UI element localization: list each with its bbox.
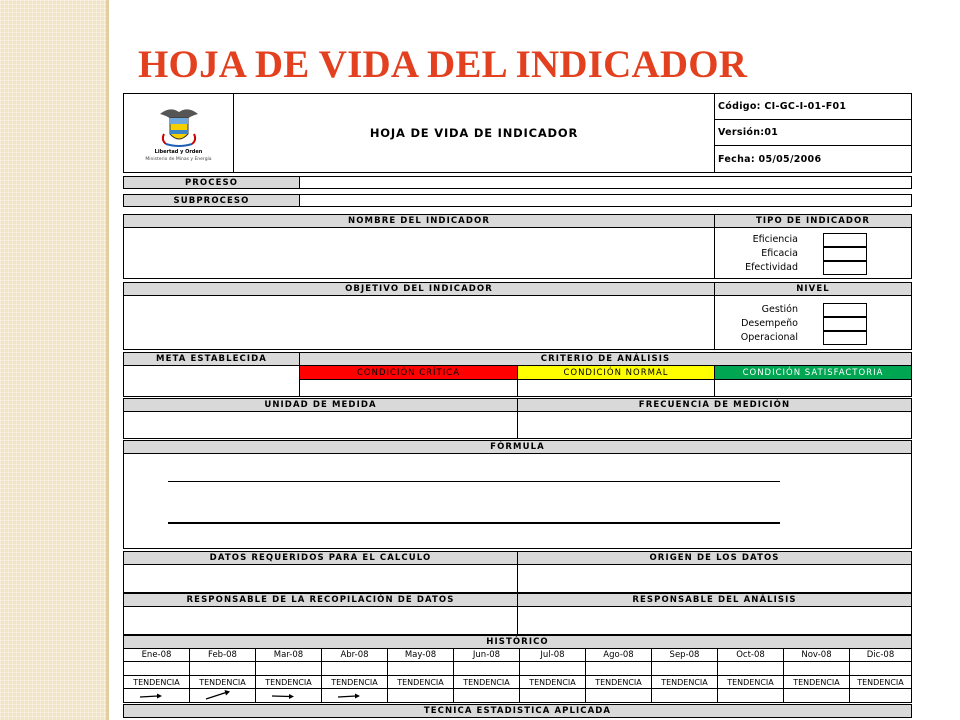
- trend-cell-jun[interactable]: [453, 688, 520, 703]
- trend-cell-may[interactable]: [387, 688, 454, 703]
- tipo-indicador-header: TIPO DE INDICADOR: [714, 214, 912, 228]
- month-nov: Nov-08: [783, 648, 850, 662]
- option-eficiencia-label: Eficiencia: [752, 234, 798, 245]
- option-efectividad-box[interactable]: [823, 261, 867, 275]
- form-title: HOJA DE VIDA DE INDICADOR: [233, 93, 715, 173]
- slide-title: HOJA DE VIDA DEL INDICADOR: [138, 43, 748, 86]
- unidad-value[interactable]: [123, 411, 518, 439]
- month-dec: Dic-08: [849, 648, 912, 662]
- tendencia-aug: TENDENCIA: [585, 675, 652, 689]
- logo-cell: [123, 93, 234, 173]
- option-gestion-box[interactable]: [823, 303, 867, 317]
- criterio-header: CRITERIO DE ANÁLISIS: [299, 352, 912, 366]
- month-apr: Abr-08: [321, 648, 388, 662]
- value-nov[interactable]: [783, 661, 850, 676]
- month-jul: Jul-08: [519, 648, 586, 662]
- proceso-value[interactable]: [299, 176, 912, 189]
- form-version: Versión:01: [714, 119, 912, 146]
- tendencia-mar: TENDENCIA: [255, 675, 322, 689]
- value-feb[interactable]: [189, 661, 256, 676]
- tendencia-feb: TENDENCIA: [189, 675, 256, 689]
- condicion-critica: CONDICIÓN CRÍTICA: [299, 365, 518, 380]
- option-gestion-label: Gestión: [761, 304, 798, 315]
- datos-requeridos-value[interactable]: [123, 564, 518, 593]
- condicion-satisfactoria: CONDICIÓN SATISFACTORIA: [714, 365, 912, 380]
- trend-cell-jul[interactable]: [519, 688, 586, 703]
- satisfactoria-value[interactable]: [714, 379, 912, 397]
- historico-header: HISTÓRICO: [123, 635, 912, 649]
- tecnica-estadistica-header: TECNICA ESTADISTICA APLICADA: [123, 704, 912, 718]
- formula-numerator-line: [168, 481, 780, 482]
- trend-cell-aug[interactable]: [585, 688, 652, 703]
- nivel-header: NIVEL: [714, 282, 912, 296]
- indicator-form: [123, 93, 912, 720]
- subproceso-label: SUBPROCESO: [123, 194, 300, 207]
- responsable-analisis-value[interactable]: [517, 606, 912, 635]
- condicion-normal: CONDICIÓN NORMAL: [517, 365, 715, 380]
- meta-header: META ESTABLECIDA: [123, 352, 300, 366]
- tendencia-oct: TENDENCIA: [717, 675, 784, 689]
- value-aug[interactable]: [585, 661, 652, 676]
- option-eficacia-label: Eficacia: [761, 248, 798, 259]
- form-date: Fecha: 05/05/2006: [714, 145, 912, 173]
- trend-arrow-icon: [271, 692, 295, 700]
- tendencia-nov: TENDENCIA: [783, 675, 850, 689]
- option-operacional-label: Operacional: [740, 332, 798, 343]
- logo-motto: Libertad y Orden: [154, 149, 203, 155]
- month-jun: Jun-08: [453, 648, 520, 662]
- formula-header: FÓRMULA: [123, 440, 912, 454]
- critica-value[interactable]: [299, 379, 518, 397]
- frecuencia-value[interactable]: [517, 411, 912, 439]
- tendencia-apr: TENDENCIA: [321, 675, 388, 689]
- decorative-band-edge: [106, 0, 109, 720]
- trend-arrow-icon: [139, 692, 163, 700]
- responsable-analisis-header: RESPONSABLE DEL ANÁLISIS: [517, 593, 912, 607]
- value-jan[interactable]: [123, 661, 190, 676]
- tendencia-jan: TENDENCIA: [123, 675, 190, 689]
- month-aug: Ago-08: [585, 648, 652, 662]
- value-dec[interactable]: [849, 661, 912, 676]
- month-jan: Ene-08: [123, 648, 190, 662]
- month-mar: Mar-08: [255, 648, 322, 662]
- formula-denominator-line: [168, 522, 780, 524]
- option-desempeno-box[interactable]: [823, 317, 867, 331]
- option-desempeno-label: Desempeño: [741, 318, 798, 329]
- tendencia-jul: TENDENCIA: [519, 675, 586, 689]
- datos-requeridos-header: DATOS REQUERIDOS PARA EL CALCULO: [123, 551, 518, 565]
- meta-value[interactable]: [123, 365, 300, 397]
- tendencia-jun: TENDENCIA: [453, 675, 520, 689]
- month-feb: Feb-08: [189, 648, 256, 662]
- responsable-recopilacion-header: RESPONSABLE DE LA RECOPILACIÓN DE DATOS: [123, 593, 518, 607]
- option-eficiencia-box[interactable]: [823, 233, 867, 247]
- proceso-label: PROCESO: [123, 176, 300, 189]
- normal-value[interactable]: [517, 379, 715, 397]
- value-mar[interactable]: [255, 661, 322, 676]
- objetivo-header: OBJETIVO DEL INDICADOR: [123, 282, 715, 296]
- trend-cell-dec[interactable]: [849, 688, 912, 703]
- decorative-left-band: [0, 0, 106, 720]
- origen-datos-value[interactable]: [517, 564, 912, 593]
- trend-cell-sep[interactable]: [651, 688, 718, 703]
- value-jul[interactable]: [519, 661, 586, 676]
- nombre-indicador-value[interactable]: [123, 227, 715, 279]
- objetivo-value[interactable]: [123, 295, 715, 350]
- value-jun[interactable]: [453, 661, 520, 676]
- nombre-indicador-header: NOMBRE DEL INDICADOR: [123, 214, 715, 228]
- option-operacional-box[interactable]: [823, 331, 867, 345]
- subproceso-value[interactable]: [299, 194, 912, 207]
- tendencia-sep: TENDENCIA: [651, 675, 718, 689]
- trend-arrow-icon: [205, 689, 231, 701]
- month-oct: Oct-08: [717, 648, 784, 662]
- trend-cell-oct[interactable]: [717, 688, 784, 703]
- value-apr[interactable]: [321, 661, 388, 676]
- form-code: Código: CI-GC-I-01-F01: [714, 93, 912, 120]
- tendencia-dec: TENDENCIA: [849, 675, 912, 689]
- frecuencia-header: FRECUENCIA DE MEDICIÓN: [517, 398, 912, 412]
- option-eficacia-box[interactable]: [823, 247, 867, 261]
- responsable-recopilacion-value[interactable]: [123, 606, 518, 635]
- formula-area[interactable]: [123, 453, 912, 549]
- colombia-coat-of-arms-icon: [156, 104, 202, 148]
- month-sep: Sep-08: [651, 648, 718, 662]
- month-may: May-08: [387, 648, 454, 662]
- tendencia-may: TENDENCIA: [387, 675, 454, 689]
- trend-arrow-icon: [337, 692, 361, 700]
- value-may[interactable]: [387, 661, 454, 676]
- trend-cell-nov[interactable]: [783, 688, 850, 703]
- logo-ministry: Ministerio de Minas y Energía: [145, 157, 212, 162]
- unidad-header: UNIDAD DE MEDIDA: [123, 398, 518, 412]
- value-sep[interactable]: [651, 661, 718, 676]
- value-oct[interactable]: [717, 661, 784, 676]
- origen-datos-header: ORIGEN DE LOS DATOS: [517, 551, 912, 565]
- option-efectividad-label: Efectividad: [745, 262, 798, 273]
